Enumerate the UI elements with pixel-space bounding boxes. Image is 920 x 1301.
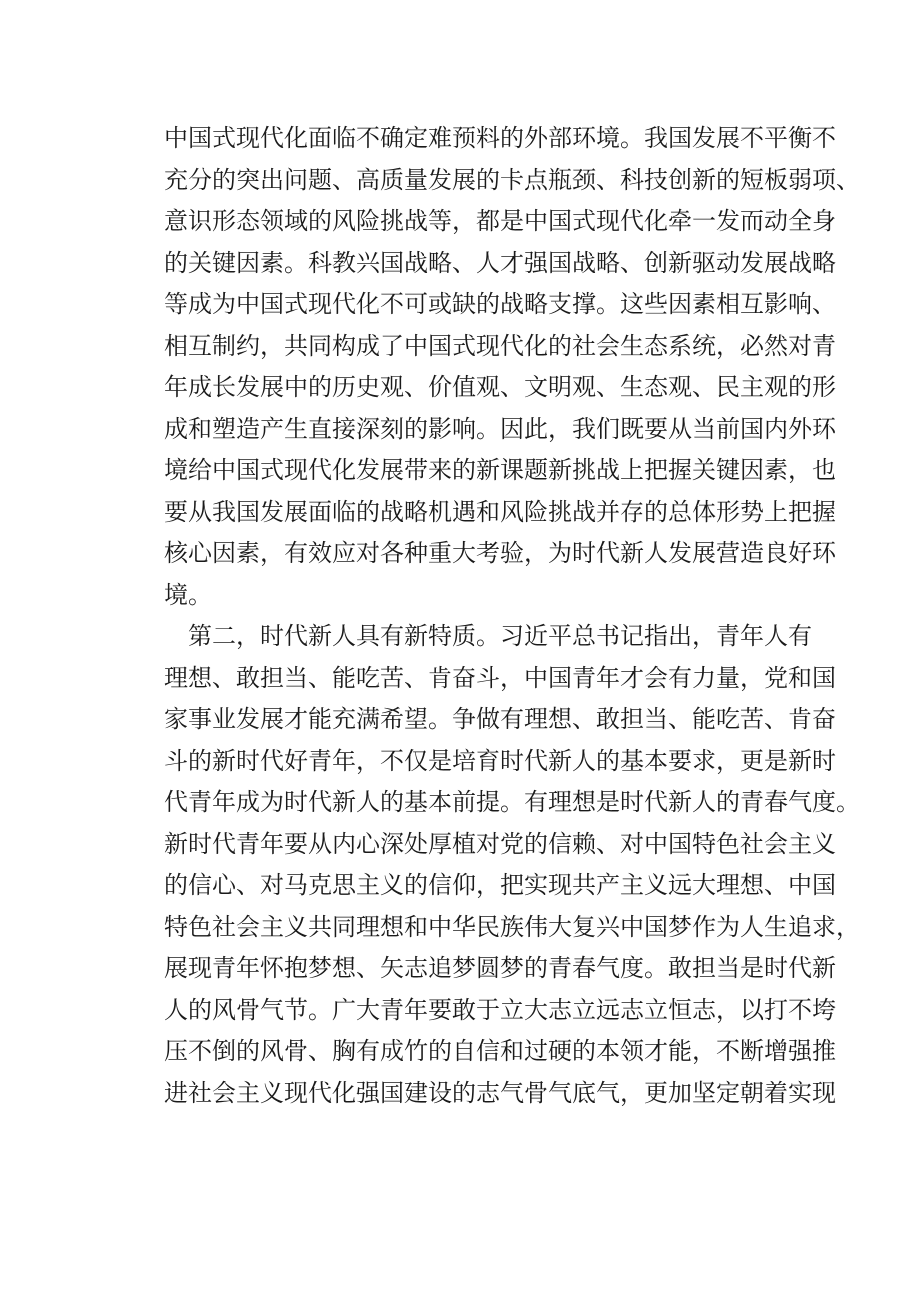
text-line: 理想、敢担当、能吃苦、肯奋斗，中国青年才会有力量，党和国 — [164, 663, 836, 692]
paragraph-2 — [164, 616, 860, 1114]
text-line: 家事业发展才能充满希望。争做有理想、敢担当、能吃苦、肯奋 — [164, 705, 836, 733]
text-line: 意识形态领域的风险挑战等，都是中国式现代化牵一发而动全身 — [164, 207, 836, 235]
text-line: 第二，时代新人具有新特质。习近平总书记指出，青年人有 — [188, 622, 812, 650]
text-line: 人的风骨气节。广大青年要敢于立大志立远志立恒志，以打不垮 — [164, 995, 836, 1024]
body-text — [164, 118, 860, 1114]
text-line: 代青年成为时代新人的基本前提。有理想是时代新人的青春气度。 — [164, 788, 860, 816]
text-line: 境给中国式现代化发展带来的新课题新挑战上把握关键因素，也 — [164, 456, 836, 484]
text-line: 中国式现代化面临不确定难预料的外部环境。我国发展不平衡不 — [164, 124, 836, 152]
text-line: 成和塑造产生直接深刻的影响。因此，我们既要从当前国内外环 — [164, 414, 836, 443]
text-line: 要从我国发展面临的战略机遇和风险挑战并存的总体形势上把握 — [164, 497, 836, 526]
text-line: 境。 — [164, 580, 212, 609]
text-line: 相互制约，共同构成了中国式现代化的社会生态系统，必然对青 — [164, 331, 836, 360]
text-line: 的关键因素。科教兴国战略、人才强国战略、创新驱动发展战略 — [164, 248, 836, 277]
text-line: 特色社会主义共同理想和中华民族伟大复兴中国梦作为人生追求， — [164, 912, 860, 941]
text-line: 压不倒的风骨、胸有成竹的自信和过硬的本领才能，不断增强推 — [164, 1037, 836, 1065]
text-line: 等成为中国式现代化不可或缺的战略支撑。这些因素相互影响、 — [164, 290, 836, 318]
text-line: 斗的新时代好青年，不仅是培育时代新人的基本要求，更是新时 — [164, 746, 836, 775]
text-line: 进社会主义现代化强国建设的志气骨气底气，更加坚定朝着实现 — [164, 1078, 836, 1107]
text-line: 的信心、对马克思主义的信仰，把实现共产主义远大理想、中国 — [164, 871, 836, 899]
text-line: 核心因素，有效应对各种重大考验，为时代新人发展营造良好环 — [164, 539, 836, 567]
paragraph-1 — [164, 118, 860, 616]
text-line: 年成长发展中的历史观、价值观、文明观、生态观、民主观的形 — [164, 373, 836, 401]
text-line: 充分的突出问题、高质量发展的卡点瓶颈、科技创新的短板弱项、 — [164, 165, 860, 194]
text-line: 新时代青年要从内心深处厚植对党的信赖、对中国特色社会主义 — [164, 829, 836, 858]
text-line: 展现青年怀抱梦想、矢志追梦圆梦的青春气度。敢担当是时代新 — [164, 954, 836, 982]
